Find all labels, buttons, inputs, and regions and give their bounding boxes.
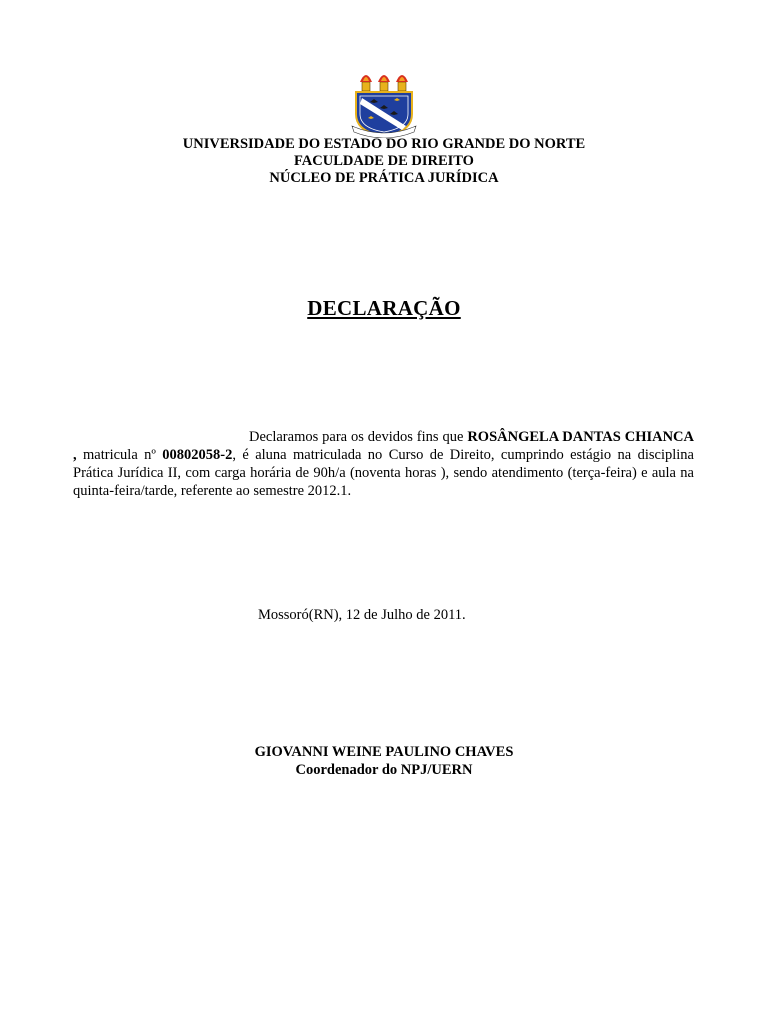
signature-block — [0, 743, 768, 779]
declaration-body — [73, 428, 694, 500]
matricula-prefix: matricula nº — [76, 447, 163, 463]
signatory-name: GIOVANNI WEINE PAULINO CHAVES — [254, 744, 514, 760]
body-rest: , é aluna matriculada no Curso de Direito, cumprindo estágio na disciplina Prática Jurídica II, com carga horária de 90h/a (noventa horas ), sendo atendimento (terça-feira) e aula na quinta-feira/tarde, referente ao semestre 2012.1. — [73, 447, 694, 499]
signatory-role: Coordenador do NPJ/UERN — [295, 762, 473, 778]
faculty-name: FACULDADE DE DIREITO — [294, 153, 474, 169]
torch-flames-icon — [360, 75, 408, 91]
university-name: UNIVERSIDADE DO ESTADO DO RIO GRANDE DO NORTE — [182, 136, 586, 152]
body-intro: Declaramos para os devidos fins que — [249, 429, 468, 445]
institution-header — [0, 136, 768, 187]
matricula-number: 00802058-2 — [162, 447, 233, 463]
document-date: Mossoró(RN), 12 de Julho de 2011. — [258, 607, 466, 623]
department-name: NÚCLEO DE PRÁTICA JURÍDICA — [269, 170, 499, 186]
shield-icon — [356, 92, 412, 136]
document-title: DECLARAÇÃO — [307, 296, 461, 320]
uern-crest-icon — [348, 70, 420, 138]
student-name: ROSÂNGELA DANTAS CHIANCA , — [73, 429, 694, 463]
